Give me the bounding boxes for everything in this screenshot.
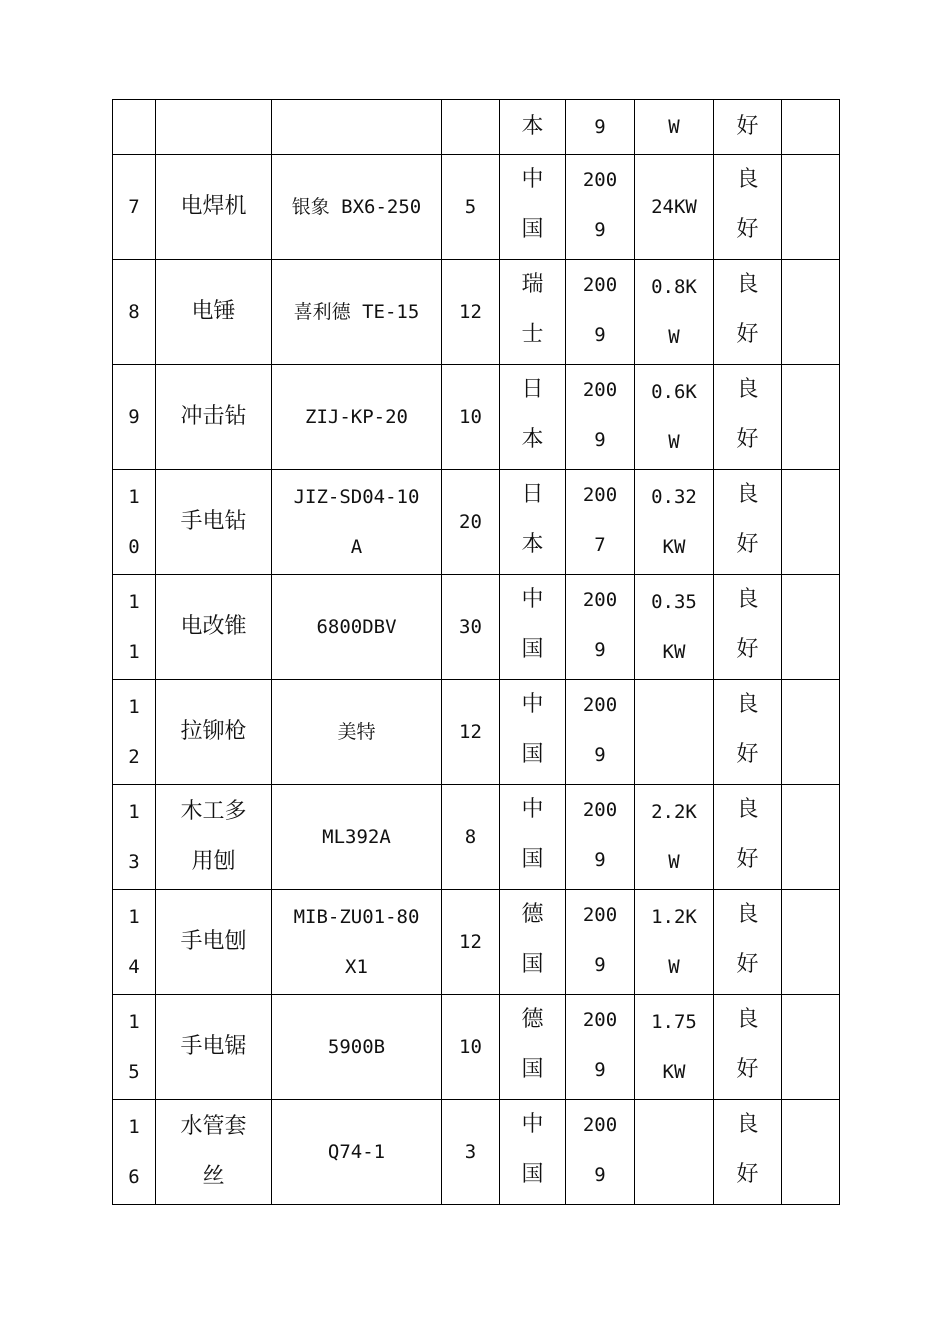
cell-qty: 30 [442,575,500,680]
cell-origin: 中 国 [500,575,566,680]
cell-name: 手电刨 [156,890,272,995]
cell-name: 水管套 丝 [156,1100,272,1205]
cell-model: MIB-ZU01-80 X1 [272,890,442,995]
cell-remark [782,1100,840,1205]
cell-remark [782,470,840,575]
cell-qty [442,100,500,155]
cell-no: 1 4 [113,890,156,995]
cell-status: 良 好 [714,890,782,995]
cell-status: 好 [714,100,782,155]
cell-name: 电锤 [156,260,272,365]
cell-origin: 德 国 [500,995,566,1100]
cell-remark [782,260,840,365]
cell-name: 手电钻 [156,470,272,575]
cell-no [113,100,156,155]
cell-status: 良 好 [714,785,782,890]
cell-name: 电焊机 [156,155,272,260]
cell-remark [782,100,840,155]
cell-name [156,100,272,155]
table-row [113,575,840,680]
cell-name: 冲击钻 [156,365,272,470]
cell-status: 良 好 [714,365,782,470]
cell-no: 1 1 [113,575,156,680]
cell-origin: 中 国 [500,785,566,890]
cell-model: Q74-1 [272,1100,442,1205]
cell-year: 200 9 [566,995,635,1100]
cell-qty: 3 [442,1100,500,1205]
cell-origin: 德 国 [500,890,566,995]
cell-model: ZIJ-KP-20 [272,365,442,470]
cell-origin: 瑞 士 [500,260,566,365]
cell-qty: 12 [442,260,500,365]
cell-qty: 12 [442,680,500,785]
cell-remark [782,785,840,890]
cell-status: 良 好 [714,680,782,785]
cell-origin: 本 [500,100,566,155]
table-row [113,100,840,155]
cell-remark [782,155,840,260]
cell-year: 200 9 [566,155,635,260]
table-row [113,260,840,365]
cell-remark [782,365,840,470]
cell-power: 0.6K W [635,365,714,470]
cell-origin: 中 国 [500,155,566,260]
cell-qty: 8 [442,785,500,890]
cell-year: 200 9 [566,890,635,995]
table-row [113,365,840,470]
cell-power: W [635,100,714,155]
cell-year: 200 9 [566,785,635,890]
cell-year: 200 9 [566,1100,635,1205]
cell-year: 200 9 [566,260,635,365]
cell-model: ML392A [272,785,442,890]
cell-model: JIZ-SD04-10 A [272,470,442,575]
cell-power: 0.32 KW [635,470,714,575]
cell-no: 1 6 [113,1100,156,1205]
cell-origin: 日 本 [500,470,566,575]
cell-qty: 20 [442,470,500,575]
cell-name: 电改锥 [156,575,272,680]
cell-status: 良 好 [714,1100,782,1205]
equipment-table [112,99,840,1205]
cell-no: 1 0 [113,470,156,575]
cell-year: 200 7 [566,470,635,575]
cell-qty: 5 [442,155,500,260]
table-row [113,680,840,785]
cell-name: 木工多 用刨 [156,785,272,890]
table-row [113,155,840,260]
cell-model: 6800DBV [272,575,442,680]
table-row [113,995,840,1100]
table-row [113,890,840,995]
cell-remark [782,890,840,995]
cell-no: 1 5 [113,995,156,1100]
table-row [113,470,840,575]
cell-no: 8 [113,260,156,365]
table-row [113,785,840,890]
cell-model [272,100,442,155]
cell-name: 拉铆枪 [156,680,272,785]
cell-model: 银象 BX6-250 [272,155,442,260]
cell-power: 2.2K W [635,785,714,890]
cell-name: 手电锯 [156,995,272,1100]
cell-status: 良 好 [714,995,782,1100]
cell-remark [782,575,840,680]
cell-origin: 中 国 [500,1100,566,1205]
cell-qty: 10 [442,995,500,1100]
cell-power: 1.75 KW [635,995,714,1100]
cell-power: 0.35 KW [635,575,714,680]
cell-no: 1 3 [113,785,156,890]
cell-origin: 中 国 [500,680,566,785]
cell-year: 200 9 [566,365,635,470]
table-row [113,1100,840,1205]
cell-no: 7 [113,155,156,260]
cell-no: 1 2 [113,680,156,785]
cell-power: 24KW [635,155,714,260]
cell-remark [782,995,840,1100]
cell-year: 9 [566,100,635,155]
cell-power: 1.2K W [635,890,714,995]
cell-model: 5900B [272,995,442,1100]
cell-year: 200 9 [566,575,635,680]
cell-model: 美特 [272,680,442,785]
cell-qty: 10 [442,365,500,470]
cell-status: 良 好 [714,470,782,575]
cell-qty: 12 [442,890,500,995]
cell-year: 200 9 [566,680,635,785]
cell-power: 0.8K W [635,260,714,365]
cell-origin: 日 本 [500,365,566,470]
cell-status: 良 好 [714,155,782,260]
cell-status: 良 好 [714,260,782,365]
cell-model: 喜利德 TE-15 [272,260,442,365]
cell-status: 良 好 [714,575,782,680]
cell-power [635,680,714,785]
cell-remark [782,680,840,785]
cell-no: 9 [113,365,156,470]
cell-power [635,1100,714,1205]
